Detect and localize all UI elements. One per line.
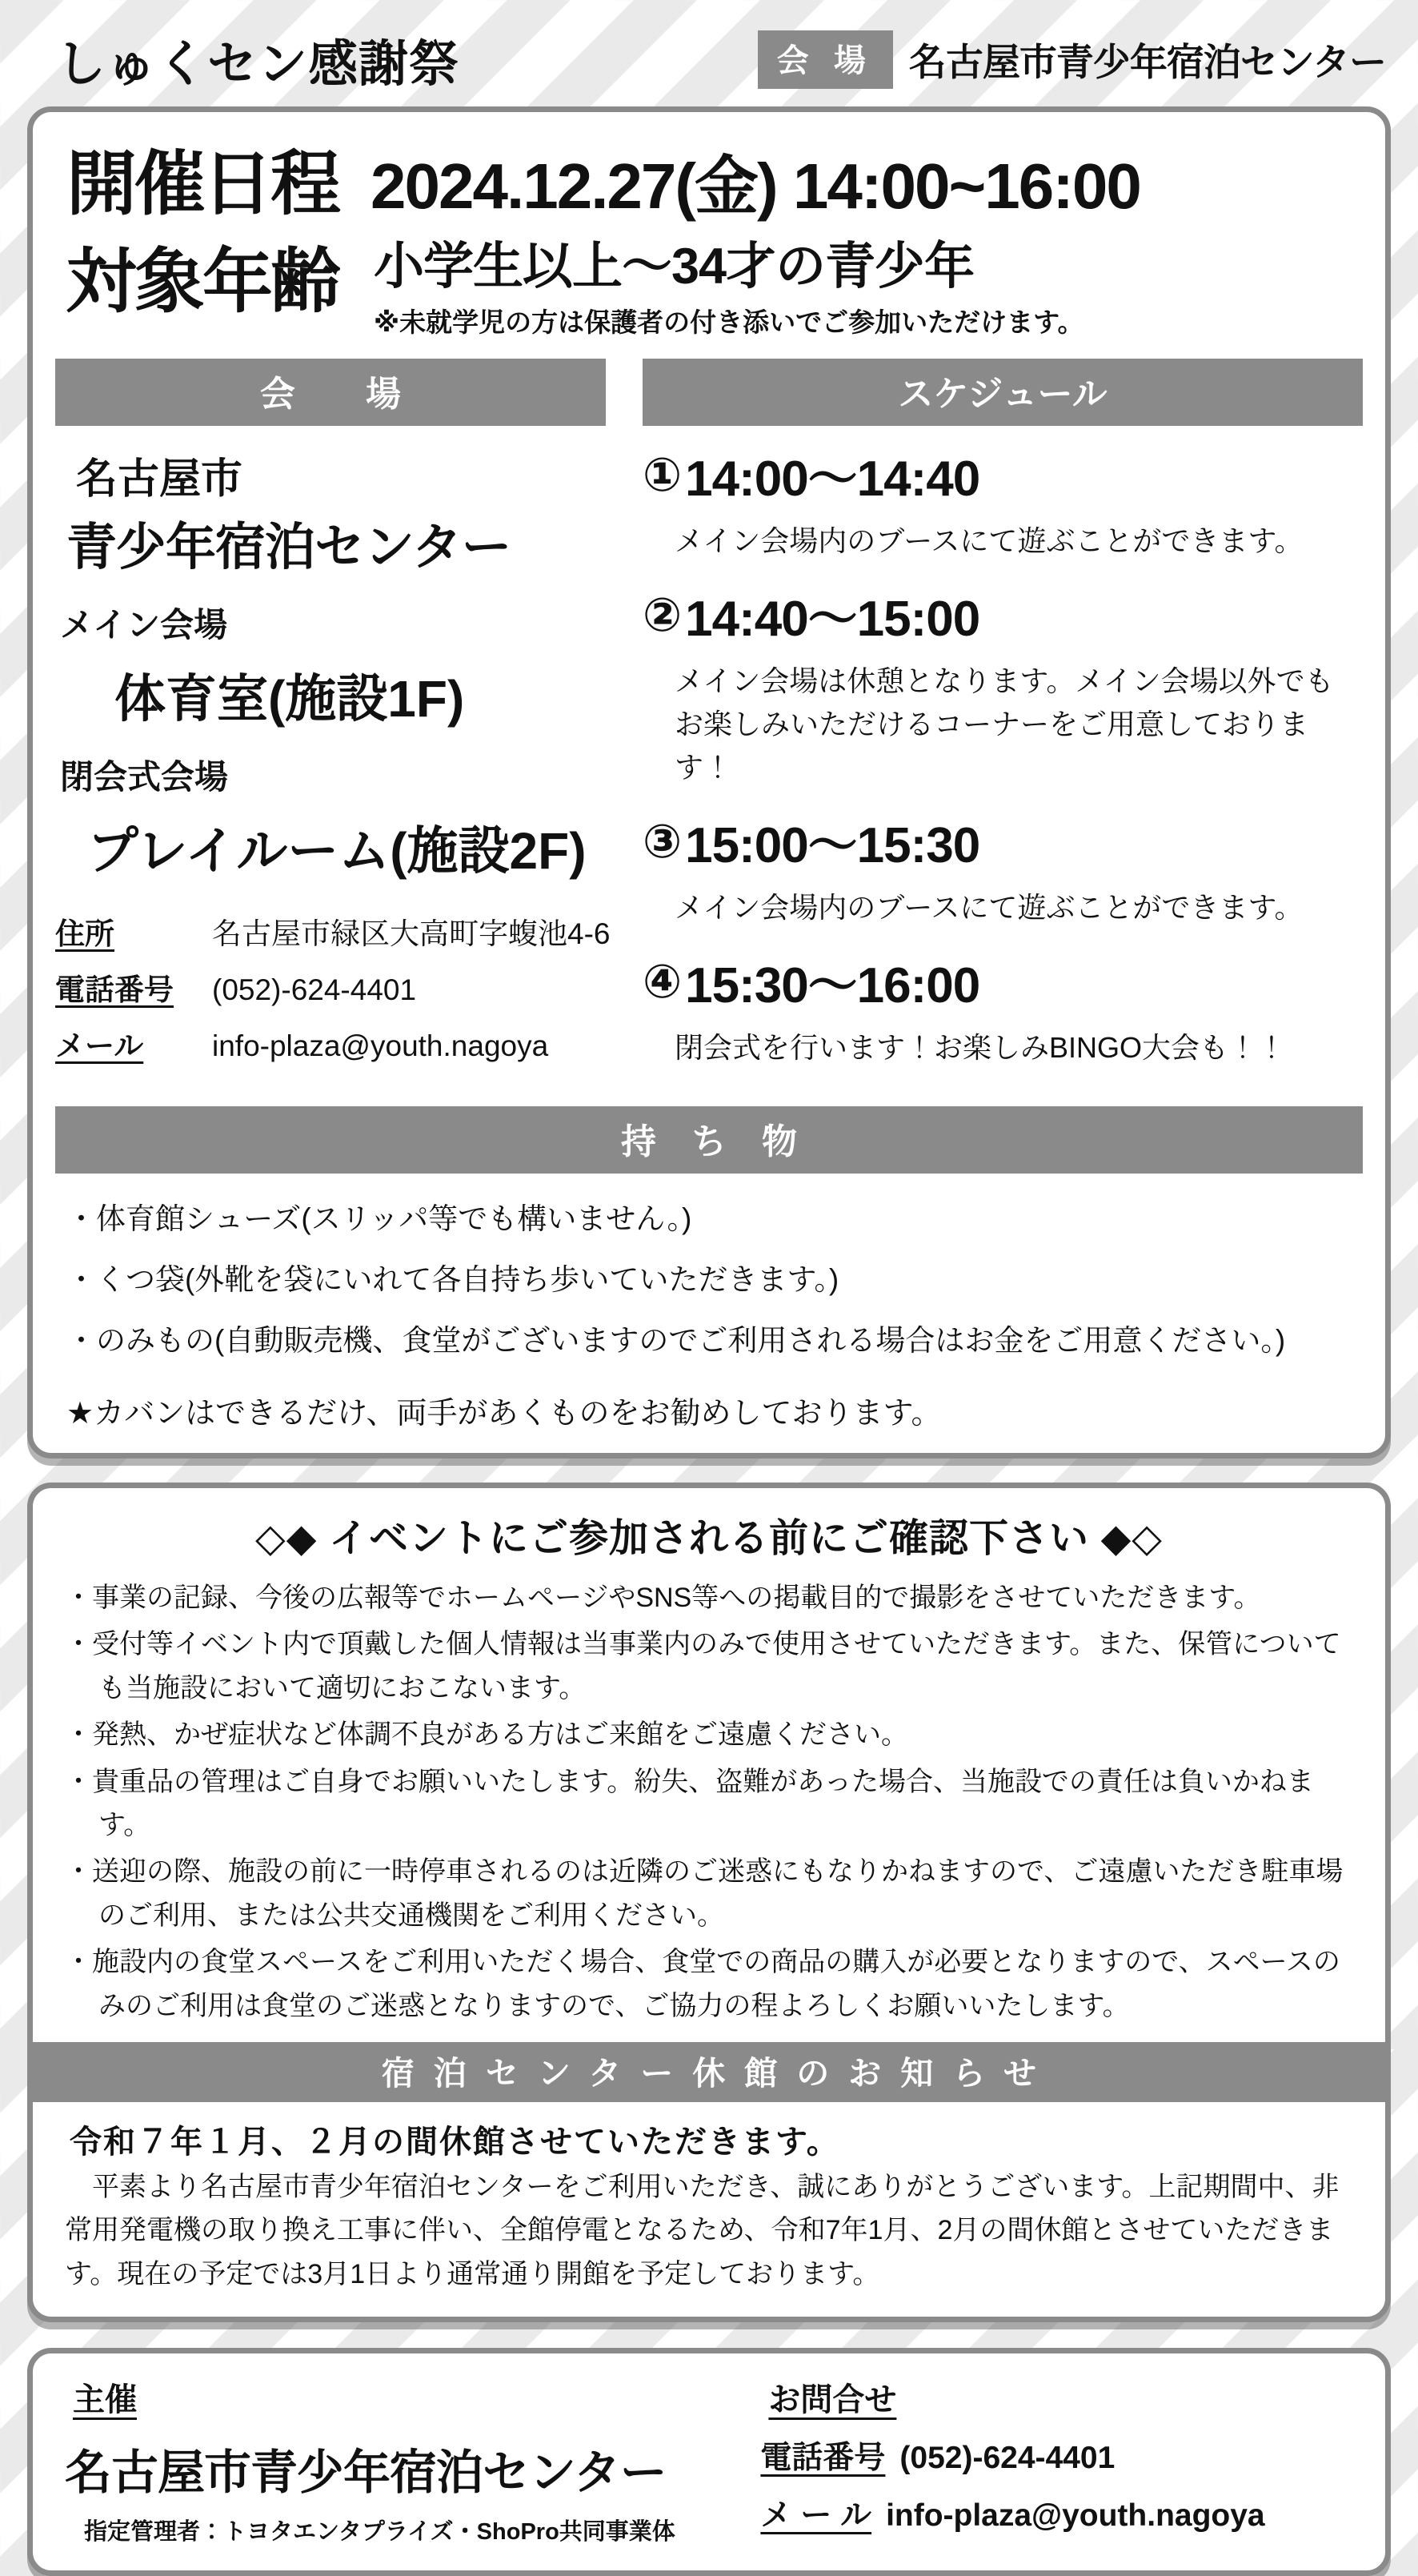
age-note: ※未就学児の方は保護者の付き添いでご参加いただけます。	[374, 307, 1084, 337]
closure-bold-line: 令和７年１月、２月の間休館させていただきます。	[70, 2124, 840, 2160]
age-label: 対象年齢	[66, 242, 339, 321]
schedule-item-number: ①	[643, 448, 683, 501]
schedule-item	[643, 439, 1363, 563]
schedule-item-time: 14:00～14:40	[685, 451, 980, 507]
confirmation-heading: ◇◆ イベントにご参加される前にご確認下さい ◆◇	[255, 1517, 1163, 1560]
belongings-item: ・くつ袋(外靴を袋にいれて各自持ち歩いていただきます。)	[66, 1263, 839, 1296]
venue-column	[55, 359, 611, 1085]
venue-section-header: 会 場	[55, 359, 606, 426]
confirmation-item: ・送迎の際、施設の前に一時停車されるのは近隣のご迷惑にもなりかねますので、ご遠慮いただき駐車場のご利用、または公共交通機関をご利用ください。	[65, 1856, 1344, 1931]
footer-box	[27, 2348, 1391, 2576]
mail-row	[55, 1021, 606, 1065]
date-label: 開催日程	[66, 144, 339, 223]
schedule-item-head	[643, 439, 1363, 510]
belongings-list	[55, 1174, 1363, 1432]
schedule-item-desc: メイン会場は休憩となります。メイン会場以外でもお楽しみいただけるコーナーをご用意しております！	[675, 664, 1334, 784]
page-title: しゅくセン感謝祭	[56, 37, 460, 92]
phone-label: 電話番号	[55, 973, 174, 1006]
schedule-item-time: 14:40～15:00	[685, 592, 980, 647]
phone-value: (052)-624-4401	[212, 973, 417, 1006]
schedule-item-head	[643, 579, 1363, 650]
mail-value: info-plaza@youth.nagoya	[212, 1029, 549, 1062]
phone-row	[55, 965, 606, 1009]
date-value: 2024.12.27(金) 14:00~16:00	[371, 150, 1140, 222]
main-venue-value: 体育室(施設1F)	[114, 670, 465, 728]
venue-name: 青少年宿泊センター	[66, 520, 511, 576]
venue-badge: 会 場	[758, 30, 893, 89]
schedule-item-head	[643, 945, 1363, 1017]
closing-venue-value: プレイルーム(施設2F)	[87, 822, 587, 880]
belongings-item: ・のみもの(自動販売機、食堂がございますのでご利用される場合はお金をご用意ください。)	[66, 1324, 1286, 1357]
organizer-column	[65, 2374, 760, 2546]
age-row	[55, 226, 1363, 339]
mail-label: メール	[55, 1029, 144, 1062]
schedule-section-header: スケジュール	[643, 359, 1363, 426]
organizer-label: 主催	[73, 2382, 137, 2418]
schedule-item-head	[643, 805, 1363, 877]
schedule-item	[643, 805, 1363, 929]
schedule-item-time: 15:00～15:30	[685, 818, 980, 873]
contact-mail-label: メ ー ル	[760, 2498, 872, 2534]
event-info-box	[27, 106, 1391, 1459]
age-col	[374, 226, 1084, 339]
closure-section-header: 宿泊センター休館のお知らせ	[33, 2042, 1385, 2102]
organizer-name: 名古屋市青少年宿泊センター	[65, 2446, 667, 2500]
venue-city: 名古屋市	[76, 456, 243, 503]
schedule-item-desc: メイン会場内のブースにて遊ぶことができます。	[675, 524, 1304, 557]
belongings-item: ・体育館シューズ(スリッパ等でも構いません。)	[66, 1202, 692, 1235]
confirmation-item: ・発熱、かぜ症状など体調不良がある方はご来館をご遠慮ください。	[65, 1719, 908, 1751]
contact-phone-label: 電話番号	[760, 2441, 886, 2476]
belongings-section-header: 持 ち 物	[55, 1106, 1363, 1174]
address-label: 住所	[55, 917, 114, 950]
schedule-item	[643, 945, 1363, 1069]
address-row	[55, 909, 611, 953]
organizer-note: 指定管理者：トヨタエンタプライズ・ShoPro共同事業体	[84, 2519, 675, 2546]
contact-mail-value: info-plaza@youth.nagoya	[886, 2498, 1265, 2534]
schedule-item-time: 15:30～16:00	[685, 958, 980, 1013]
address-block	[55, 909, 611, 1065]
confirmation-item: ・受付等イベント内で頂戴した個人情報は当事業内のみで使用させていただきます。また、保管についても当施設において適切におこないます。	[65, 1629, 1341, 1703]
belongings-note: ★カバンはできるだけ、両手があくものをお勧めしております。	[66, 1397, 942, 1430]
schedule-item-desc: メイン会場内のブースにて遊ぶことができます。	[675, 891, 1304, 924]
main-venue-label: メイン会場	[60, 606, 228, 644]
contact-mail-row	[760, 2490, 1353, 2535]
schedule-item-number: ②	[643, 588, 683, 641]
address-value: 名古屋市緑区大高町字蝮池4-6	[212, 917, 611, 950]
contact-column	[760, 2374, 1353, 2546]
confirmation-item: ・施設内の食堂スペースをご利用いただく場合、食堂での商品の購入が必要となりますので、スペースのみのご利用は食堂のご迷惑となりますので、ご協力の程よろしくお願いいたします。	[65, 1947, 1340, 2021]
contact-label: お問合せ	[768, 2382, 897, 2418]
age-value: 小学生以上～34才の青少年	[374, 239, 975, 295]
date-row	[55, 128, 1363, 229]
schedule-item	[643, 579, 1363, 789]
header-venue-name: 名古屋市青少年宿泊センター	[908, 41, 1386, 83]
top-header	[0, 0, 1418, 106]
confirmation-item: ・貴重品の管理はご自身でお願いいたします。紛失、盗難があった場合、当施設での責任は負いかねます。	[65, 1766, 1314, 1840]
closure-body: 平素より名古屋市青少年宿泊センターをご利用いただき、誠にありがとうございます。上記期間中、非常用発電機の取り換え工事に伴い、全館停電となるため、令和7年1月、2月の間休館とさせていただきます。現在の予定では3月1日より通常通り開館を予定しております。	[65, 2171, 1340, 2289]
schedule-item-number: ③	[643, 815, 683, 868]
contact-phone-value: (052)-624-4401	[899, 2441, 1116, 2476]
schedule-item-number: ④	[643, 955, 683, 1008]
venue-schedule-columns	[55, 359, 1363, 1085]
confirmation-item: ・事業の記録、今後の広報等でホームページやSNS等への掲載目的で撮影をさせていただきます。	[65, 1583, 1261, 1613]
confirmation-box	[27, 1483, 1391, 2322]
schedule-column	[643, 359, 1363, 1085]
contact-phone-row	[760, 2433, 1353, 2478]
venue-badge-group	[758, 30, 1386, 89]
schedule-item-desc: 閉会式を行います！お楽しみBINGO大会も！！	[675, 1031, 1287, 1064]
closing-venue-label: 閉会式会場	[60, 758, 229, 796]
